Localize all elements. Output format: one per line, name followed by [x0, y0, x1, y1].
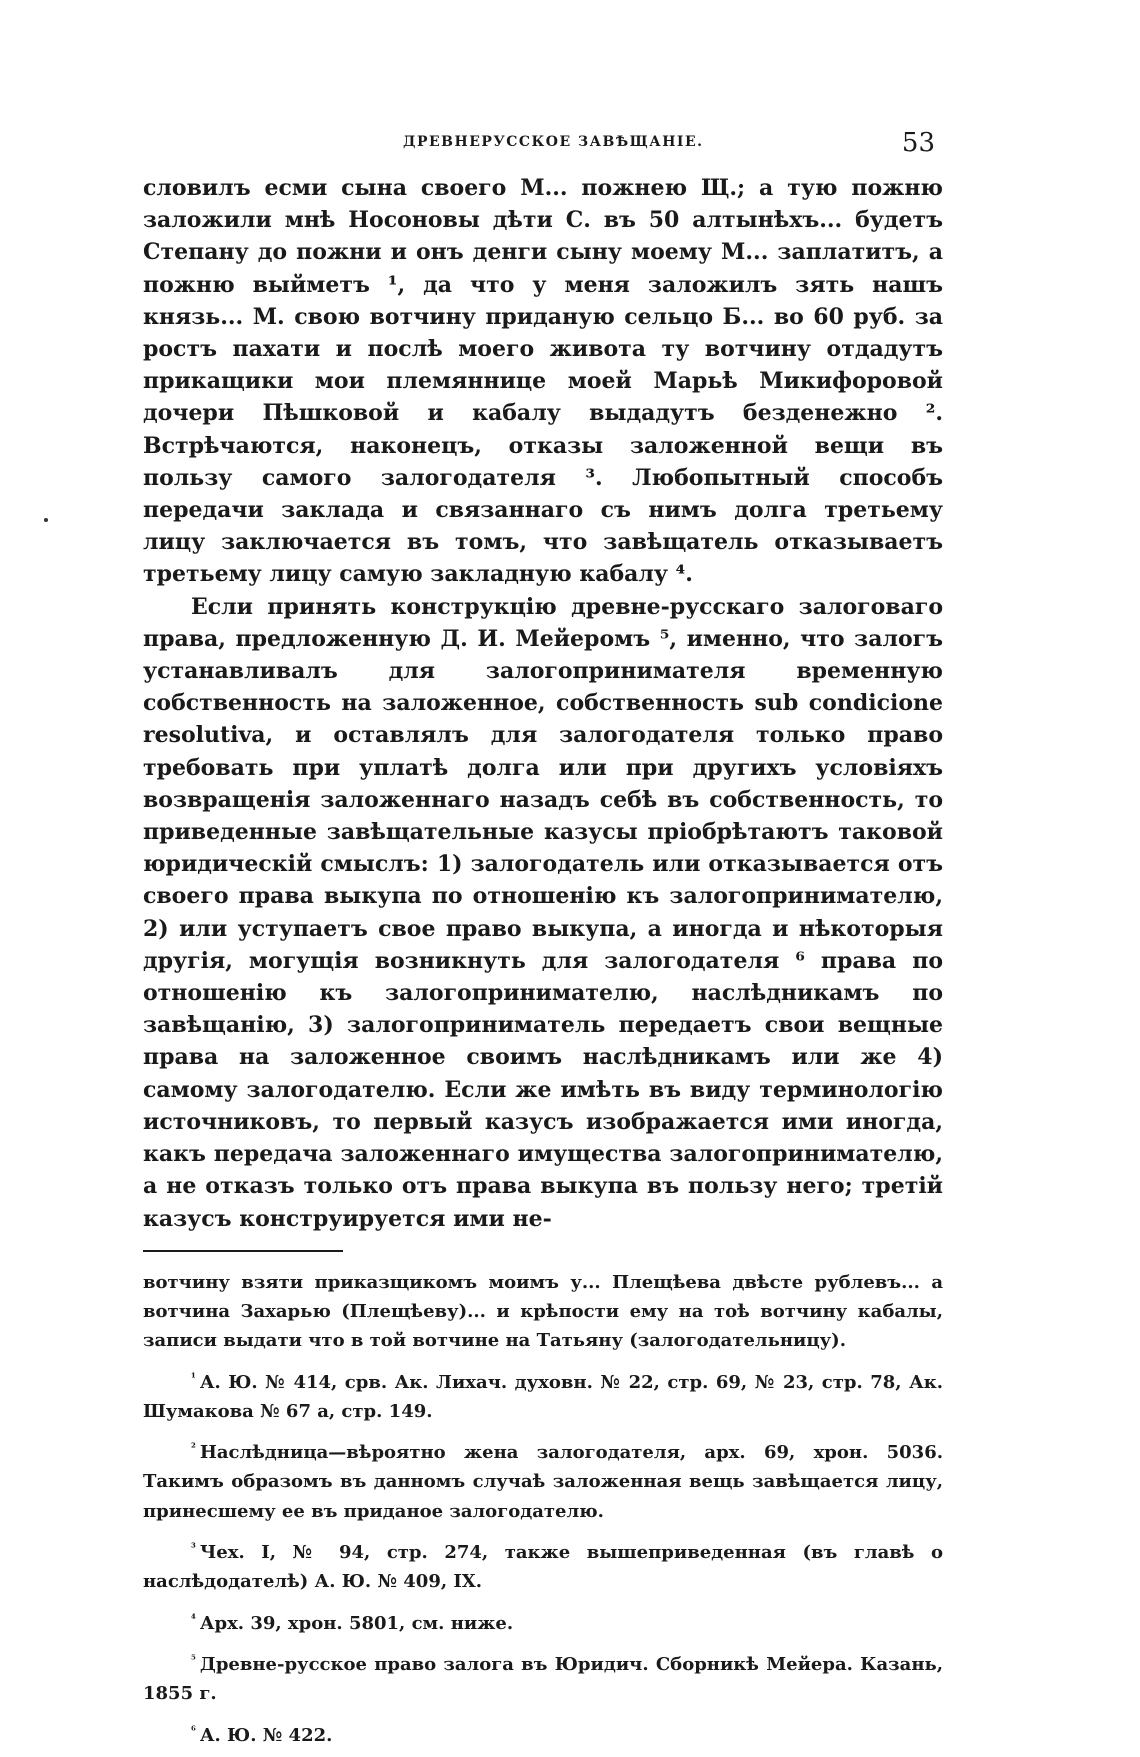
- footnote-mark: ²: [191, 1441, 196, 1455]
- footnote: [143, 1433, 943, 1526]
- body-text: [143, 172, 943, 1235]
- footnote: [143, 1716, 943, 1750]
- footnote-mark: ⁴: [191, 1611, 196, 1625]
- footnote: [143, 1533, 943, 1597]
- footnote-mark: ¹: [191, 1370, 196, 1384]
- footnote-text: А. Ю. № 422.: [199, 1724, 333, 1746]
- footnote-text: Арх. 39, хрон. 5801, см. ниже.: [199, 1612, 514, 1634]
- footnote-text: А. Ю. № 414, срв. Ак. Лихач. духовн. № 22, стр. 69, № 23, стр. 78, Ак. Шумакова № 67 а, стр. 149.: [143, 1371, 943, 1422]
- running-head: [143, 128, 943, 162]
- book-page: [143, 128, 943, 1757]
- footnote-mark: ⁶: [191, 1723, 196, 1737]
- footnote: [143, 1363, 943, 1427]
- footnote-text: Древне-русское право залога въ Юридич. Сборникѣ Мейера. Казань, 1855 г.: [143, 1653, 943, 1705]
- page-number: 53: [901, 128, 935, 158]
- paragraph: Если принять конструкцію древне-русскаго залоговаго права, предложенную Д. И. Мейеромъ ⁵, именно, что залогъ устанавливалъ для залогопринимателя временную собственность на заложенное, собственность sub condicione resolutiva, и оставлялъ для залогодателя только право требовать при уплатѣ долга или при другихъ условіяхъ возвращенія заложеннаго назадъ себѣ въ собственность, то приведенные завѣщательные казусы пріобрѣтаютъ таковой юридическій смыслъ: 1) залогодатель или отказывается отъ своего права выкупа по отношенію къ залогопринимателю, 2) или уступаетъ свое право выкупа, а иногда и нѣкоторыя другія, могущія возникнуть для залогодателя ⁶ права по отношенію къ залогопринимателю, наслѣдникамъ по завѣщанію, 3) залогоприниматель передаетъ свои вещные права на заложенное своимъ наслѣдникамъ или же 4) самому залогодателю. Если же имѣть въ виду терминологію источниковъ, то первый казусъ изображается ими иногда, какъ передача заложеннаго имущества залогопринимателю, а не отказъ только отъ права выкупа въ пользу него; третій казусъ конструируется ими не-: [143, 593, 943, 1232]
- footnote-mark: ³: [191, 1541, 196, 1555]
- running-title: ДРЕВНЕРУССКОЕ ЗАВѢЩАНІЕ.: [403, 134, 704, 150]
- stray-ink-dot: [44, 518, 48, 522]
- footnote-mark: ⁵: [191, 1652, 196, 1666]
- footnote-text: Чех. I, № 94, стр. 274, также вышеприведенная (въ главѣ о наслѣдодателѣ) А. Ю. № 409, IX.: [143, 1542, 943, 1593]
- paragraph: словилъ есми сына своего М... пожнею Щ.; а тую пожню заложили мнѣ Носоновы дѣти С. въ 50 алтынѣхъ... будетъ Степану до пожни и онъ денги сыну моему М... заплатитъ, а пожню выйметъ ¹, да что у меня заложилъ зять нашъ князь... М. свою вотчину приданую сельцо Б... во 60 руб. за ростъ пахати и послѣ моего живота ту вотчину отдадутъ прикащики мои племяннице моей Марьѣ Микифоровой дочери Пѣшковой и кабалу выдадутъ безденежно ². Встрѣчаются, наконецъ, отказы заложенной вещи въ пользу самого залогодателя ³. Любопытный способъ передачи заклада и связаннаго съ нимъ долга третьему лицу заключается въ томъ, что завѣщатель отказываетъ третьему лицу самую закладную кабалу ⁴.: [143, 175, 943, 588]
- footnotes: [143, 1268, 943, 1750]
- footnote-text: Наслѣдница—вѣроятно жена залогодателя, арх. 69, хрон. 5036. Такимъ образомъ въ данномъ случаѣ заложенная вещь завѣщается лицу, принесшему ее въ приданое залогодателю.: [143, 1442, 943, 1522]
- footnote: [143, 1604, 943, 1638]
- footnote: [143, 1645, 943, 1709]
- footnote-divider: [143, 1250, 343, 1252]
- footnote-continuation: вотчину взяти приказщикомъ моимъ у... Плещѣева двѣсте рублевъ... а вотчина Захарью (Плещѣеву)... и крѣпости ему на тоѣ вотчину кабалы, записи выдати что в той вотчине на Татьяну (залогодательницу).: [143, 1271, 943, 1352]
